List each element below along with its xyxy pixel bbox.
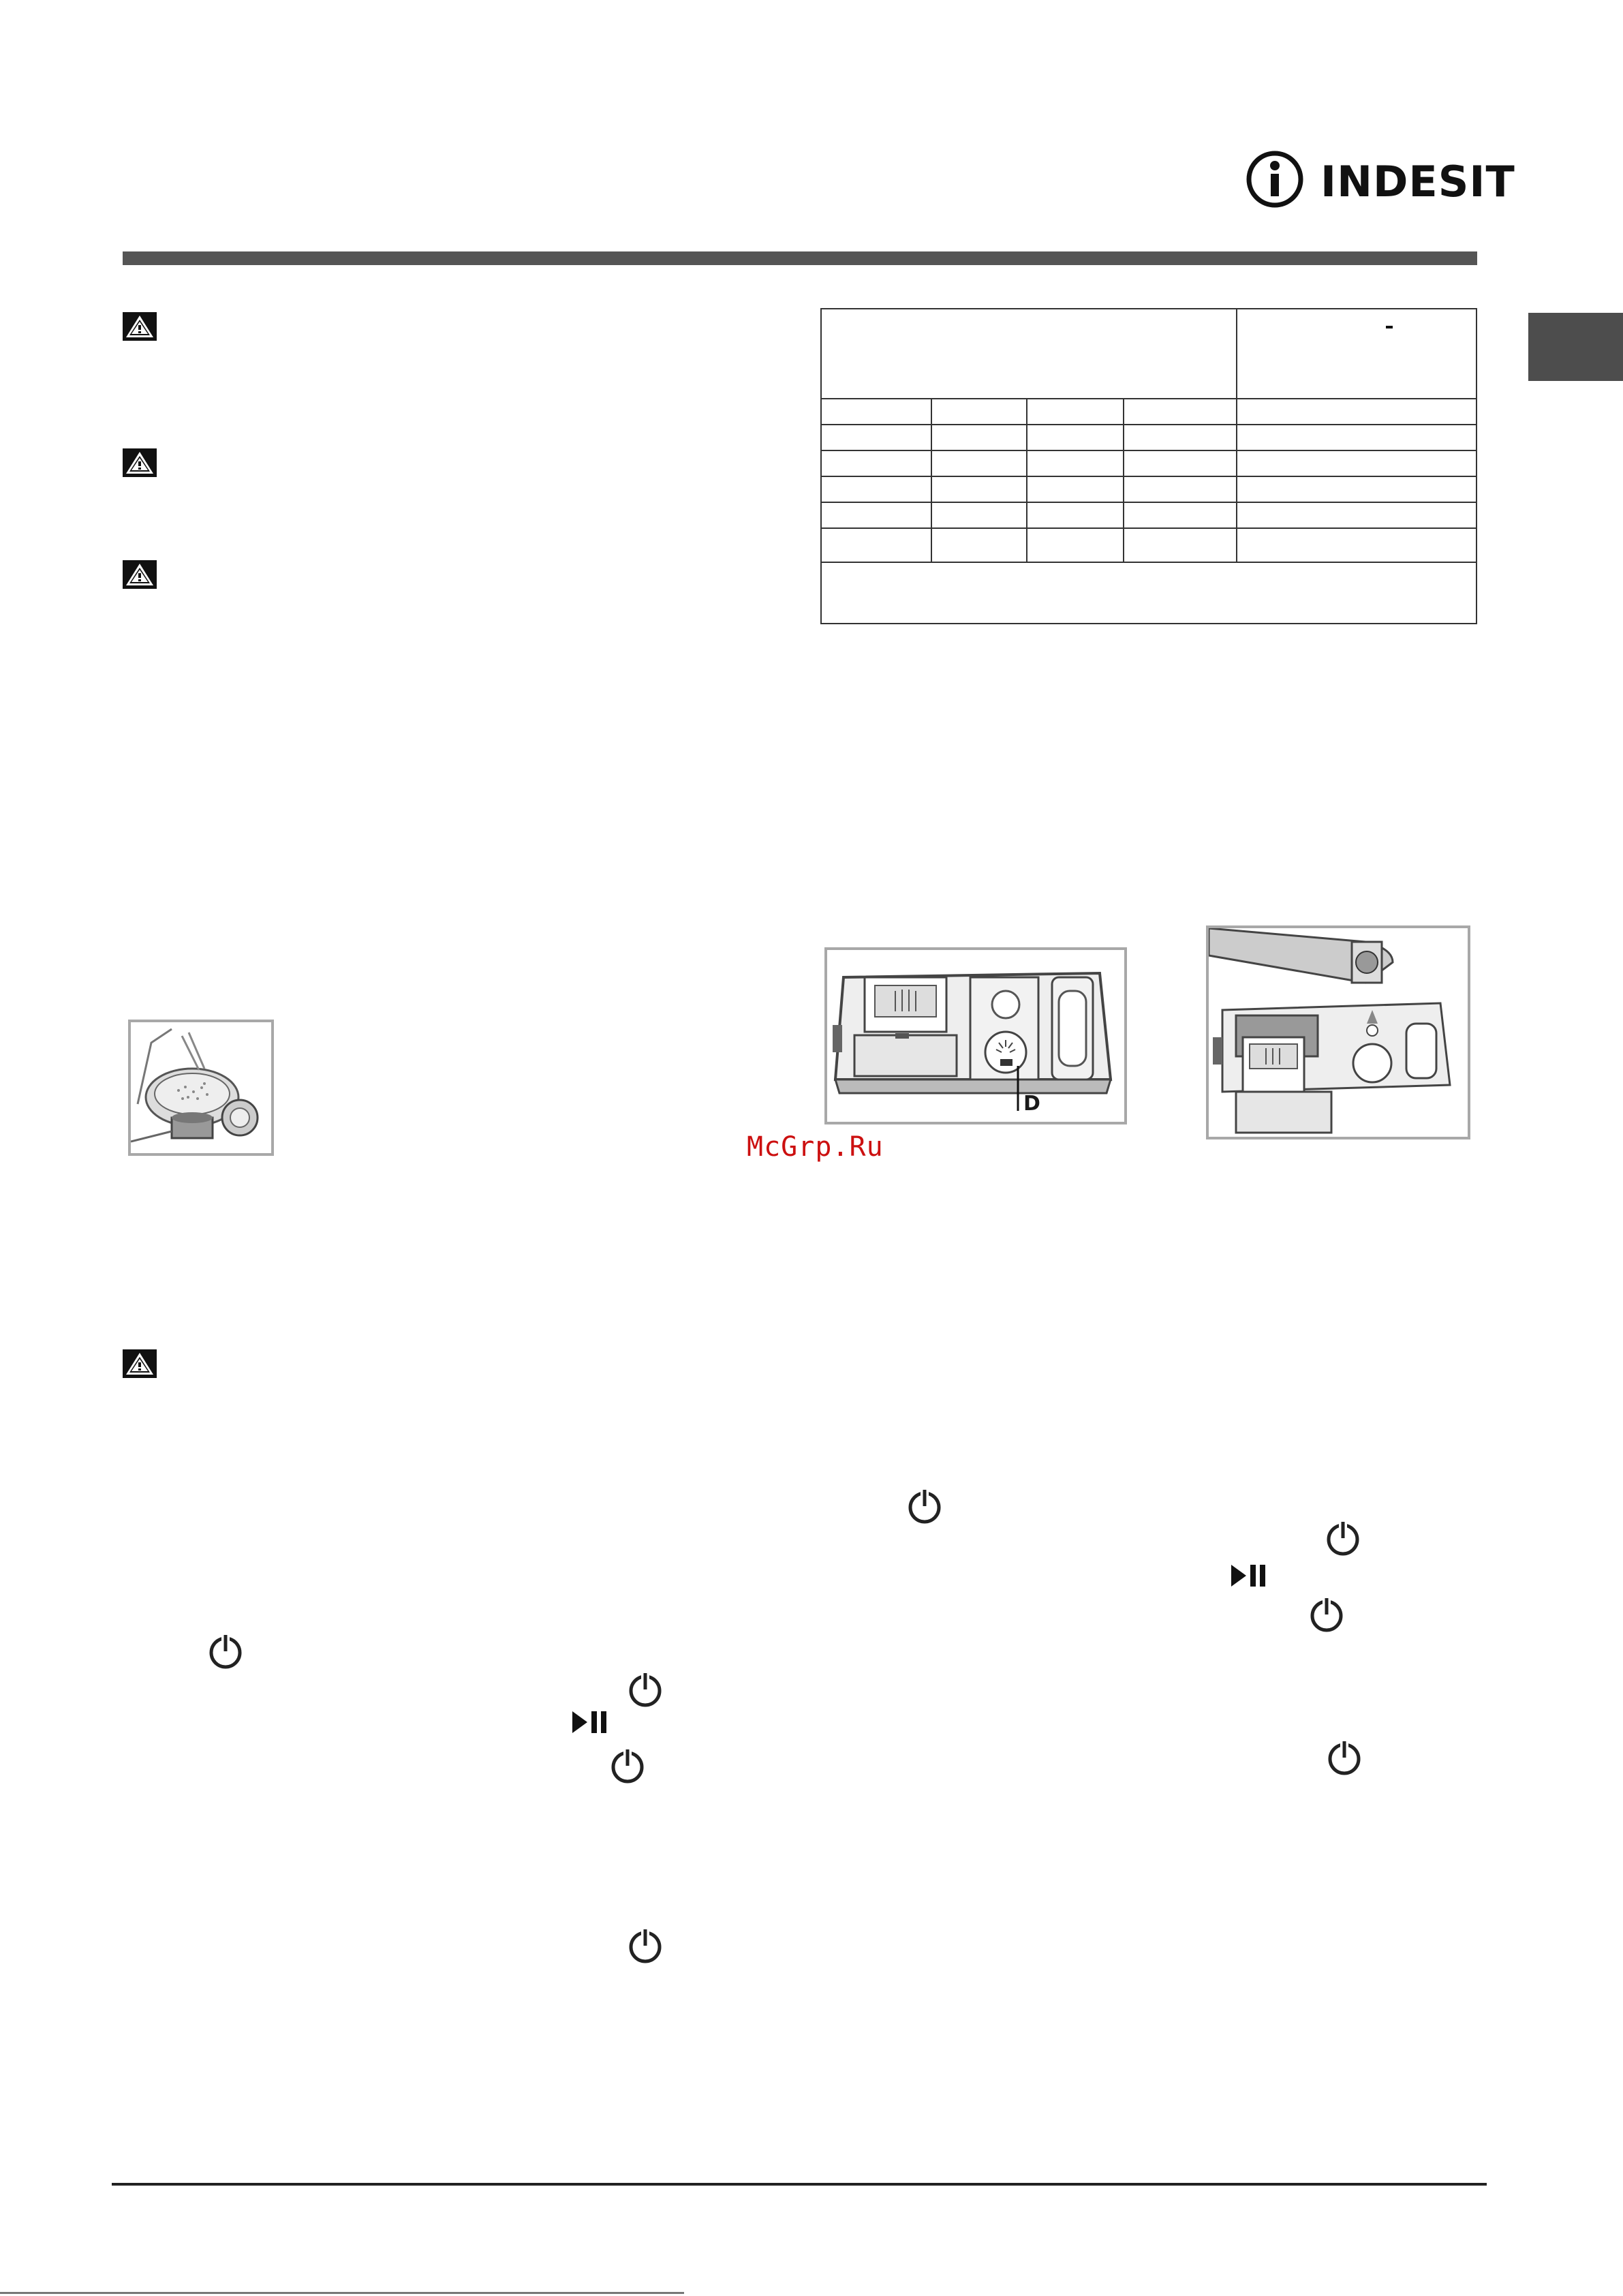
warning-triangle-icon: [123, 1349, 157, 1378]
table-footer-row: [821, 562, 1477, 624]
table-dash-mark: [1386, 326, 1393, 328]
logo-i-icon: [1244, 149, 1312, 210]
salt-refill-figure: [128, 1020, 274, 1156]
warning-triangle-icon: [123, 448, 157, 477]
dispenser-illustration: [827, 950, 1124, 1122]
power-icon: [625, 1670, 665, 1709]
warning-triangle-icon: [123, 312, 157, 341]
table-header-row: [821, 309, 1477, 399]
power-icon: [206, 1632, 245, 1671]
play-pause-icon: [1228, 1562, 1269, 1589]
table-header-cell: [1237, 309, 1477, 399]
language-side-tab: [1528, 313, 1623, 381]
footer-gray-line: [0, 2292, 684, 2294]
indesit-logo: [1244, 149, 1515, 210]
header-rule: [123, 251, 1477, 265]
water-hardness-table: [820, 308, 1477, 624]
warning-triangle-icon: [123, 560, 157, 589]
table-row: [821, 476, 1477, 502]
table-row: [821, 425, 1477, 450]
dispenser-label-d: D: [1023, 1092, 1040, 1116]
play-pause-icon: [570, 1709, 610, 1736]
rinse-aid-figure: [1206, 925, 1470, 1139]
table-row: [821, 399, 1477, 425]
power-icon: [1307, 1595, 1346, 1634]
table-row: [821, 450, 1477, 476]
power-icon: [1325, 1738, 1364, 1777]
table-row: [821, 528, 1477, 562]
power-icon: [625, 1926, 665, 1965]
power-icon: [1323, 1518, 1363, 1558]
watermark-text: McGrp.Ru: [747, 1131, 884, 1163]
footer-rule: [112, 2183, 1487, 2186]
salt-refill-illustration: [131, 1022, 271, 1153]
table-row: [821, 502, 1477, 528]
power-icon: [905, 1486, 944, 1526]
dispenser-figure: [824, 947, 1127, 1124]
brand-name: INDESIT: [1320, 157, 1515, 206]
table-header-cell: [821, 309, 1237, 399]
rinse-aid-illustration: [1209, 928, 1468, 1137]
power-icon: [608, 1746, 647, 1786]
